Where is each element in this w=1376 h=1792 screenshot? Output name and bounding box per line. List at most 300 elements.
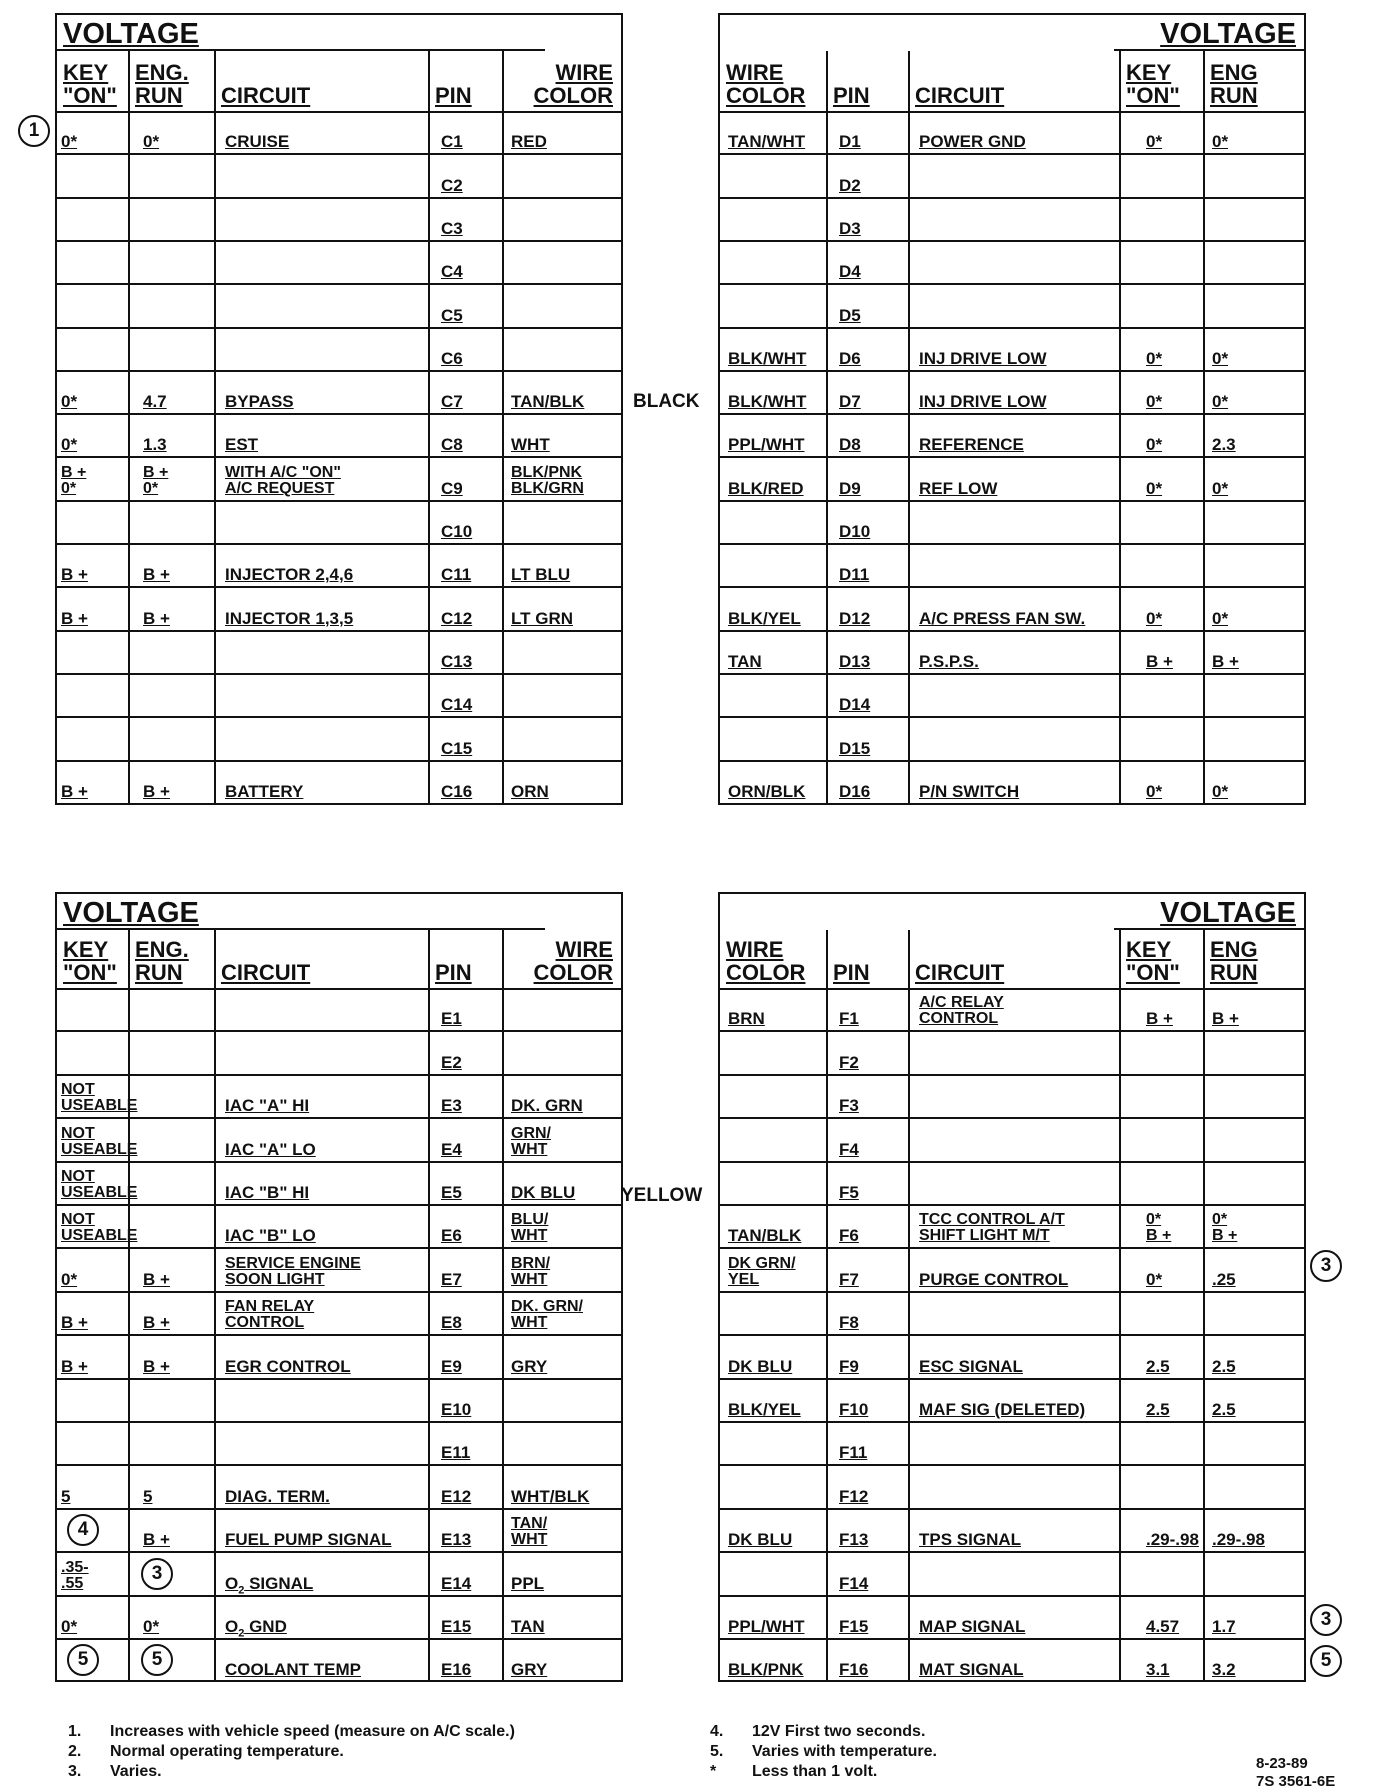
header-wire-color-line: WIRE	[726, 60, 784, 85]
header-divider	[57, 988, 621, 990]
pin-id	[839, 307, 861, 324]
key-on-value	[1146, 393, 1162, 410]
pin-id-line: F15	[839, 1617, 869, 1636]
pin-id	[441, 350, 463, 367]
header-pin-line: PIN	[833, 83, 870, 108]
circuit-name	[225, 1531, 392, 1548]
header-key-on-line: KEY	[63, 937, 109, 962]
pin-id-line: D12	[839, 608, 871, 628]
table-row	[720, 413, 1304, 415]
key-on-value-line: .35-	[61, 1558, 89, 1576]
table-row	[57, 370, 621, 372]
table-row	[57, 716, 621, 718]
pin-id-line: D2	[839, 175, 861, 195]
column-divider	[1203, 51, 1205, 803]
table-row	[720, 370, 1304, 372]
pin-id-line: C4	[441, 262, 463, 282]
pin-id-line: E2	[441, 1052, 462, 1072]
key-on-value-line: 0*	[1146, 348, 1163, 368]
pin-id	[441, 1141, 462, 1158]
wire-color-line: WHT	[511, 435, 550, 455]
table-row	[720, 1334, 1304, 1336]
circuit-name	[225, 1141, 316, 1158]
pin-id-line: D14	[839, 695, 871, 715]
eng-run-value	[143, 566, 170, 583]
circuit-name-line: EGR CONTROL	[225, 1356, 351, 1376]
circuit-name	[225, 610, 353, 627]
circuit-name-line: IAC "A" LO	[225, 1139, 316, 1159]
key-on-value-line: 0*	[61, 435, 78, 455]
wire-color	[728, 350, 806, 367]
wire-color-line: RED	[511, 132, 547, 152]
pin-id-line: E5	[441, 1183, 462, 1202]
circuit-name-line: P.S.P.S.	[919, 651, 979, 671]
key-on-value-line: B +	[61, 463, 87, 481]
pin-id-line: C10	[441, 522, 473, 541]
header-key-on-line: "ON"	[1126, 83, 1180, 108]
header-key-on	[63, 938, 117, 984]
key-on-value-line: 0*	[1146, 1211, 1162, 1229]
table-row	[720, 1291, 1304, 1293]
key-on-value	[61, 1314, 88, 1331]
pin-id-line: C11	[441, 565, 472, 585]
circuit-name-line: TPS SIGNAL	[919, 1530, 1022, 1550]
wire-color	[728, 1661, 804, 1678]
wire-color	[511, 1488, 589, 1505]
pin-id-line: C1	[441, 132, 463, 152]
header-eng-run	[1210, 938, 1258, 984]
header-key-on-line: KEY	[1126, 60, 1172, 85]
column-divider	[1119, 930, 1121, 1680]
key-on-value	[1146, 1271, 1162, 1288]
key-on-value-line: B +	[1146, 651, 1173, 671]
pin-id	[839, 436, 861, 453]
table-row	[57, 1464, 621, 1466]
wire-color	[511, 566, 570, 583]
pin-id	[839, 1575, 868, 1592]
eng-run-value	[143, 1618, 159, 1635]
note-star: * Less than 1 volt.	[710, 1763, 878, 1780]
pin-id-line: D9	[839, 478, 861, 498]
eng-run-value-line: B +	[143, 781, 170, 801]
key-on-value	[61, 1488, 70, 1505]
wire-color-line: BLK/YEL	[728, 1400, 801, 1419]
table-row	[57, 1334, 621, 1336]
note-3-marker-f7: 3	[1310, 1250, 1342, 1282]
key-on-value-line: 0*	[61, 392, 78, 412]
key-on-value-line: B +	[61, 608, 88, 628]
circuit-name	[919, 1531, 1021, 1548]
header-key-on-line: KEY	[63, 60, 109, 85]
table-row	[57, 1421, 621, 1423]
title-divider	[1114, 928, 1304, 930]
key-on-value	[1146, 653, 1173, 670]
circuit-name	[225, 1358, 351, 1375]
pin-id-line: C16	[441, 781, 473, 801]
key-on-value	[61, 566, 88, 583]
key-on-value-line: 0*	[61, 479, 77, 497]
eng-run-value-line: B +	[1212, 651, 1239, 671]
key-on-value	[61, 1169, 137, 1201]
table-row	[57, 1161, 621, 1163]
circuit-name	[919, 350, 1047, 367]
key-on-value	[1146, 133, 1162, 150]
pin-id-line: E15	[441, 1617, 472, 1636]
key-on-value-line: 0*	[61, 1269, 78, 1289]
pin-id	[839, 350, 861, 367]
note-marker-eng: 5	[141, 1644, 173, 1676]
circuit-name-line: A/C PRESS FAN SW.	[919, 608, 1086, 628]
pin-id-line: F14	[839, 1573, 869, 1593]
pin-id	[839, 740, 870, 757]
circuit-name	[225, 1618, 287, 1642]
note-1: 1. Increases with vehicle speed (measure on A/C scale.)	[68, 1723, 515, 1740]
key-on-value	[61, 393, 77, 410]
wire-color	[511, 1126, 551, 1158]
key-on-value	[61, 1212, 137, 1244]
pin-id-line: F1	[839, 1009, 859, 1029]
key-on-value-line: 2.5	[1146, 1356, 1170, 1376]
key-on-value-line: NOT	[61, 1168, 95, 1185]
key-on-value-line: USEABLE	[61, 1184, 138, 1201]
circuit-name-line: COOLANT TEMP	[225, 1660, 361, 1680]
eng-run-value	[1212, 653, 1239, 670]
pin-id-line: D15	[839, 738, 871, 758]
header-eng-run-line: RUN	[1210, 83, 1258, 108]
table-row	[720, 153, 1304, 155]
eng-run-value-line: 0*	[1212, 348, 1229, 368]
eng-run-value-line: B +	[143, 463, 169, 481]
circuit-name-line: ESC SIGNAL	[919, 1356, 1023, 1376]
wire-color-line: BLK/GRN	[511, 479, 584, 497]
wire-color-line: YEL	[728, 1270, 760, 1288]
header-eng-run-line: RUN	[135, 83, 183, 108]
pin-id-line: C14	[441, 695, 473, 715]
circuit-name-line: MAP SIGNAL	[919, 1617, 1026, 1636]
table-title: VOLTAGE	[63, 18, 199, 50]
circuit-name-line: A/C RELAY	[919, 994, 1004, 1012]
eng-run-value-line: 0*	[1212, 1211, 1228, 1229]
wire-color	[511, 1575, 544, 1592]
eng-run-value	[143, 1488, 152, 1505]
eng-run-value	[1212, 1010, 1239, 1027]
pin-id	[441, 523, 472, 540]
pin-id	[441, 740, 472, 757]
eng-run-value	[1212, 133, 1228, 150]
key-on-value	[1146, 1010, 1173, 1027]
table-row	[720, 327, 1304, 329]
eng-run-value-line: 1.7	[1212, 1617, 1236, 1636]
key-on-value-line: B +	[61, 781, 88, 801]
pin-id	[839, 263, 861, 280]
pin-id-line: C15	[441, 738, 473, 758]
wire-color	[511, 1661, 547, 1678]
table-row	[57, 673, 621, 675]
circuit-name	[225, 465, 341, 497]
pin-id	[839, 393, 861, 410]
pin-id	[839, 1054, 859, 1071]
header-key-on-line: "ON"	[63, 960, 117, 985]
column-divider	[128, 51, 130, 803]
key-on-value-line: .55	[61, 1574, 84, 1592]
circuit-name-line: MAF SIG (DELETED)	[919, 1400, 1086, 1419]
pin-id	[441, 1184, 462, 1201]
pin-id	[441, 133, 463, 150]
circuit-name-line: WITH A/C "ON"	[225, 463, 341, 481]
header-divider	[720, 111, 1304, 113]
wire-color-line: WHT	[511, 1531, 548, 1549]
eng-run-value-line: 2.5	[1212, 1356, 1236, 1376]
column-divider	[214, 51, 216, 803]
table-row	[57, 1508, 621, 1510]
header-pin-line: PIN	[435, 960, 472, 985]
circuit-name	[919, 1271, 1068, 1288]
key-on-value	[61, 436, 77, 453]
header-circuit-line: CIRCUIT	[221, 83, 311, 108]
wire-color-line: WHT	[511, 1140, 548, 1158]
note-1-marker: 1	[18, 115, 50, 147]
key-on-value	[61, 1560, 89, 1592]
header-wire-color	[726, 61, 805, 107]
column-divider	[502, 930, 504, 1680]
pin-id	[441, 653, 472, 670]
wire-color-line: DK BLU	[728, 1530, 793, 1550]
wire-color-line: PPL/WHT	[728, 435, 805, 455]
eng-run-value	[1212, 610, 1228, 627]
wire-color	[511, 610, 573, 627]
wire-color-line: DK. GRN/	[511, 1298, 583, 1316]
pin-id	[441, 1531, 471, 1548]
table-row	[57, 413, 621, 415]
table-title: VOLTAGE	[63, 897, 199, 929]
key-on-value	[61, 1126, 137, 1158]
wire-color	[511, 1256, 550, 1288]
wire-color	[728, 1227, 801, 1244]
table-row	[57, 1247, 621, 1249]
eng-run-value-line: 0*	[143, 132, 160, 152]
pin-id	[441, 1097, 462, 1114]
circuit-name	[225, 133, 289, 150]
wire-color-line: DK. GRN	[511, 1096, 583, 1116]
circuit-name	[919, 436, 1024, 453]
table-row	[57, 630, 621, 632]
pin-id	[441, 1358, 462, 1375]
pinout-table-d	[718, 13, 1306, 805]
pin-id	[839, 566, 869, 583]
wire-color-line: TAN	[728, 651, 762, 671]
table-row	[57, 760, 621, 762]
eng-run-value	[1212, 1358, 1236, 1375]
pin-id	[839, 610, 870, 627]
wire-color-line: DK BLU	[511, 1183, 576, 1202]
key-on-value-line: 0*	[1146, 478, 1163, 498]
pin-id	[839, 220, 861, 237]
eng-run-value-line: 0*	[1212, 392, 1229, 412]
pinout-table-e	[55, 892, 623, 1682]
column-divider	[826, 51, 828, 803]
circuit-name-line: IAC "B" LO	[225, 1226, 316, 1246]
header-key-on-line: KEY	[1126, 937, 1172, 962]
pin-id	[441, 1010, 462, 1027]
eng-run-value	[143, 465, 168, 497]
circuit-name	[919, 1618, 1025, 1635]
header-pin-line: PIN	[833, 960, 870, 985]
wire-color	[511, 1212, 548, 1244]
wire-color-line: WHT/BLK	[511, 1486, 590, 1506]
key-on-value	[1146, 480, 1162, 497]
header-circuit	[221, 961, 310, 984]
key-on-value	[61, 133, 77, 150]
pin-id-line: C7	[441, 392, 463, 412]
table-row	[57, 456, 621, 458]
key-on-value-line: B +	[1146, 1009, 1173, 1029]
pin-id	[441, 307, 463, 324]
key-on-value-line: 3.1	[1146, 1660, 1170, 1680]
pin-id-line: F3	[839, 1096, 859, 1116]
document-number: 7S 3561-6E	[1256, 1773, 1336, 1790]
pin-id	[441, 436, 463, 453]
column-divider	[908, 51, 910, 803]
pin-id-line: C12	[441, 608, 473, 628]
key-on-value	[1146, 1661, 1170, 1678]
pin-id-line: F13	[839, 1530, 869, 1550]
header-pin	[435, 961, 472, 984]
title-divider	[57, 49, 545, 51]
circuit-name	[919, 133, 1026, 150]
header-divider	[57, 111, 621, 113]
pin-id	[441, 480, 463, 497]
pin-id-line: E12	[441, 1486, 472, 1506]
header-pin-line: PIN	[435, 83, 472, 108]
key-on-value-line: USEABLE	[61, 1227, 138, 1245]
wire-color-line: TAN/WHT	[728, 132, 806, 152]
circuit-name	[225, 1488, 330, 1505]
wire-color	[511, 133, 547, 150]
wire-color	[728, 133, 805, 150]
table-row	[720, 456, 1304, 458]
wire-color-line: GRN/	[511, 1124, 551, 1142]
wire-color-line: DK GRN/	[728, 1254, 796, 1272]
table-row	[720, 1074, 1304, 1076]
eng-run-value	[143, 1314, 170, 1331]
key-on-value-line: NOT	[61, 1211, 95, 1229]
table-row	[720, 673, 1304, 675]
header-pin	[435, 84, 472, 107]
pin-id	[441, 1227, 462, 1244]
key-on-value	[1146, 350, 1162, 367]
key-on-value	[61, 783, 88, 800]
circuit-name	[225, 393, 294, 410]
eng-run-value	[1212, 1401, 1236, 1418]
note-3-marker-f15: 3	[1310, 1604, 1342, 1636]
key-on-value-line: 5	[61, 1486, 71, 1506]
pin-id	[839, 1184, 859, 1201]
header-eng-run-line: RUN	[135, 960, 183, 985]
wire-color	[511, 465, 584, 497]
circuit-name-line: CRUISE	[225, 132, 290, 152]
eng-run-value-line: 2.5	[1212, 1400, 1236, 1419]
pin-id-line: C13	[441, 651, 473, 671]
pin-id-line: F2	[839, 1052, 859, 1072]
pin-id-line: F4	[839, 1139, 859, 1159]
key-on-value	[61, 465, 86, 497]
wire-color-line: TAN	[511, 1617, 545, 1636]
eng-run-value-line: .29-.98	[1212, 1530, 1265, 1550]
eng-run-value	[1212, 1618, 1236, 1635]
wire-color	[511, 783, 549, 800]
table-row	[57, 586, 621, 588]
header-eng-run	[1210, 61, 1258, 107]
table-row	[720, 760, 1304, 762]
wire-color-line: BRN/	[511, 1254, 551, 1272]
table-row	[720, 1421, 1304, 1423]
header-wire-color	[534, 938, 613, 984]
wire-color-line: LT GRN	[511, 608, 574, 628]
wire-color-line: BLK/YEL	[728, 608, 801, 628]
wire-color-line: BLK/WHT	[728, 348, 807, 368]
wire-color-line: GRY	[511, 1660, 548, 1680]
key-on-value	[1146, 783, 1162, 800]
column-divider	[214, 930, 216, 1680]
pin-id-line: C5	[441, 305, 463, 325]
eng-run-value-line: 1.3	[143, 435, 167, 455]
circuit-name	[225, 1299, 314, 1331]
eng-run-value-line: 0*	[1212, 132, 1229, 152]
circuit-name-line: INJ DRIVE LOW	[919, 348, 1047, 368]
pin-id-line: F8	[839, 1313, 859, 1333]
eng-run-value	[1212, 1271, 1236, 1288]
circuit-name-line: CONTROL	[225, 1314, 305, 1332]
pin-id-line: E3	[441, 1096, 462, 1116]
connector-label-yellow: YELLOW	[621, 1185, 703, 1206]
pin-id-line: C9	[441, 478, 463, 498]
pin-id	[441, 263, 463, 280]
pin-id-line: C8	[441, 435, 463, 455]
table-row	[57, 197, 621, 199]
header-circuit	[915, 84, 1004, 107]
wire-color-line: BLK/WHT	[728, 392, 807, 412]
table-row	[57, 327, 621, 329]
header-circuit	[915, 961, 1004, 984]
column-divider	[428, 930, 430, 1680]
table-row	[720, 1464, 1304, 1466]
document-date: 8-23-89	[1256, 1755, 1308, 1772]
key-on-value-line: .29-.98	[1146, 1530, 1199, 1550]
column-divider	[428, 51, 430, 803]
note-5: 5. Varies with temperature.	[710, 1743, 937, 1760]
circuit-name	[225, 1184, 309, 1201]
pin-id	[441, 1271, 462, 1288]
column-divider	[1119, 51, 1121, 803]
pin-id	[839, 1444, 867, 1461]
header-key-on	[1126, 61, 1180, 107]
wire-color	[728, 1358, 792, 1375]
eng-run-value-line: 0*	[143, 1617, 160, 1636]
key-on-value	[1146, 1358, 1170, 1375]
header-wire-color-line: COLOR	[533, 83, 613, 108]
pin-id	[839, 177, 861, 194]
wire-color-line: BLK/PNK	[728, 1660, 804, 1680]
header-wire-color-line: COLOR	[726, 960, 806, 985]
header-pin	[833, 961, 870, 984]
circuit-name-line: INJECTOR 1,3,5	[225, 608, 354, 628]
note-4: 4. 12V First two seconds.	[710, 1723, 926, 1740]
pin-id-line: D3	[839, 218, 861, 238]
column-divider	[826, 930, 828, 1680]
pin-id-line: D6	[839, 348, 861, 368]
circuit-name-line: POWER GND	[919, 132, 1026, 152]
pin-id	[839, 1227, 859, 1244]
